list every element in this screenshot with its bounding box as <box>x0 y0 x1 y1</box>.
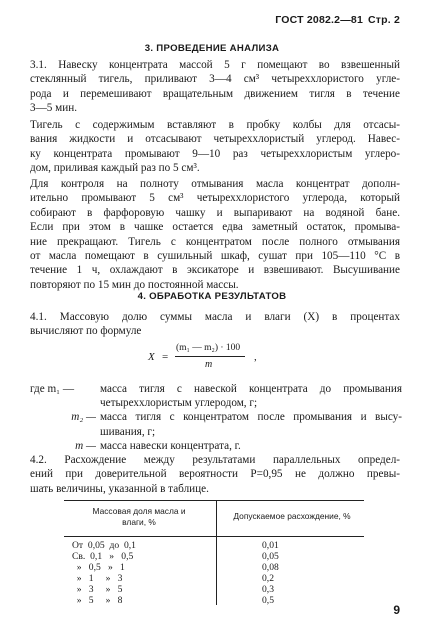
range-cell: » 3 » 5 <box>72 584 123 595</box>
text-line: 4.1. Массовую долю суммы масла и влаги (X) в процентах <box>30 311 400 323</box>
text-line: ку концентрата промывают 9—10 раз четыреххлористым углеро- <box>30 147 400 160</box>
definition-spacer <box>30 425 100 439</box>
definition-symbol: m₂ — <box>71 411 96 424</box>
text-line: от масла помещают в сушильный шкаф, сушат при 105—110 °С в <box>30 250 400 263</box>
range-cell: » 5 » 8 <box>72 595 123 606</box>
formula-lhs: X <box>148 351 155 363</box>
text-line: Если при этом в чашке остается едва заметный остаток, промыва- <box>30 221 400 234</box>
formula <box>148 342 298 376</box>
paragraph-4-1 <box>30 310 400 339</box>
header-line: влаги, % <box>122 517 156 527</box>
tolerance-cell: 0,01 <box>262 540 279 551</box>
text-line: собирают в фарфоровую чашку и выпаривают на водяной бане. <box>30 206 400 219</box>
tolerance-cell: 0,5 <box>262 595 274 606</box>
text-line: вычисляют по формуле <box>30 325 142 338</box>
text-line: дом, приливая каждый раз по 5 см³. <box>30 162 200 175</box>
tolerance-cell: 0,3 <box>262 584 274 595</box>
text-line: 3—5 мин. <box>30 102 78 115</box>
section-4-title: 4. ОБРАБОТКА РЕЗУЛЬТАТОВ <box>137 291 287 302</box>
table-top-rule <box>64 500 364 501</box>
definition-symbol: m — <box>75 439 96 452</box>
definition-m1-cont <box>30 396 402 410</box>
table-header-range <box>68 506 210 528</box>
tolerance-cell: 0,05 <box>262 551 279 562</box>
text-line: повторяют по 15 мин до постоянной массы. <box>30 278 239 291</box>
formula-numerator: (m₁ — m₂) · 100 <box>176 343 241 353</box>
fraction-bar <box>175 356 245 357</box>
text-line: шать величины, указанной в таблице. <box>30 482 209 495</box>
header-line: Массовая доля масла и <box>92 506 186 516</box>
definition-text: шивания, г; <box>100 425 156 438</box>
range-cell: От 0,05 до 0,1 <box>72 540 136 551</box>
definition-spacer <box>30 396 100 410</box>
table-row <box>64 551 364 562</box>
definition-m2-cont <box>30 425 402 439</box>
table-header-rule <box>64 536 364 537</box>
table-row <box>64 562 364 573</box>
paragraph-crucible <box>30 118 400 176</box>
section-3-title: 3. ПРОВЕДЕНИЕ АНАЛИЗА <box>144 43 280 54</box>
tolerance-table <box>64 500 364 605</box>
text-line: ние прекращают. Тигель с концентратом после полного отмывания <box>30 235 400 248</box>
formula-comma: , <box>254 351 257 363</box>
definition-m1 <box>30 382 402 396</box>
definition-text: четыреххлористым углеродом, г; <box>100 397 258 410</box>
definition-text: масса тигля с навеской концентрата до промывания <box>100 383 402 395</box>
paragraph-control <box>30 177 400 292</box>
range-cell: Св. 0,1 » 0,5 <box>72 551 134 562</box>
text-line: 3.1. Навеску концентрата массой 5 г помещают во взвешенный <box>30 59 400 71</box>
table-row <box>64 595 364 606</box>
standard-number: ГОСТ 2082.2—81 <box>275 14 363 26</box>
range-cell: » 1 » 3 <box>72 573 123 584</box>
tolerance-cell: 0,08 <box>262 562 279 573</box>
running-header <box>275 14 400 26</box>
page-label: Стр. 2 <box>367 14 400 26</box>
table-header-tolerance: Допускаемое расхождение, % <box>233 511 351 521</box>
text-line: вания жидкости и отсасывают четыреххлористый углерод. Навес- <box>30 133 400 146</box>
formula-denominator: m <box>205 359 213 370</box>
definition-m <box>30 439 402 453</box>
table-row <box>64 540 364 551</box>
text-line: Тигель с содержимым вставляют в пробку колбы для отсасы- <box>30 119 400 131</box>
text-line: 4.2. Расхождение между результатами параллельных определ- <box>30 454 400 466</box>
text-line: течение 1 ч, охлаждают в эксикаторе и взвешивают. Высушивание <box>30 264 400 277</box>
definition-text: масса тигля с концентратом после промывания и высу- <box>100 411 402 424</box>
text-line: стеклянный тигель, приливают 3—4 см³ четыреххлористого угле- <box>30 73 400 86</box>
formula-equals: = <box>162 351 169 363</box>
page-number: 9 <box>393 603 400 617</box>
text-line: ительно промывают 5 см³ четыреххлористого углерода, который <box>30 192 400 205</box>
text-line: рода и перемешивают вращательным движением тигля в течение <box>30 87 400 100</box>
paragraph-4-2 <box>30 453 400 496</box>
paragraph-3-1 <box>30 58 400 116</box>
range-cell: » 0,5 » 1 <box>72 562 125 573</box>
definition-text: масса навески концентрата, г. <box>100 439 241 452</box>
definition-symbol: где m₁ — <box>30 383 75 395</box>
table-row <box>64 573 364 584</box>
definition-m2 <box>30 410 402 424</box>
tolerance-cell: 0,2 <box>262 573 274 584</box>
table-row <box>64 584 364 595</box>
text-line: ений при доверительной вероятности P=0,95 не должно превы- <box>30 468 400 481</box>
variable-definitions <box>30 382 402 453</box>
text-line: Для контроля на полноту отмывания масла концентрат дополн- <box>30 178 400 190</box>
